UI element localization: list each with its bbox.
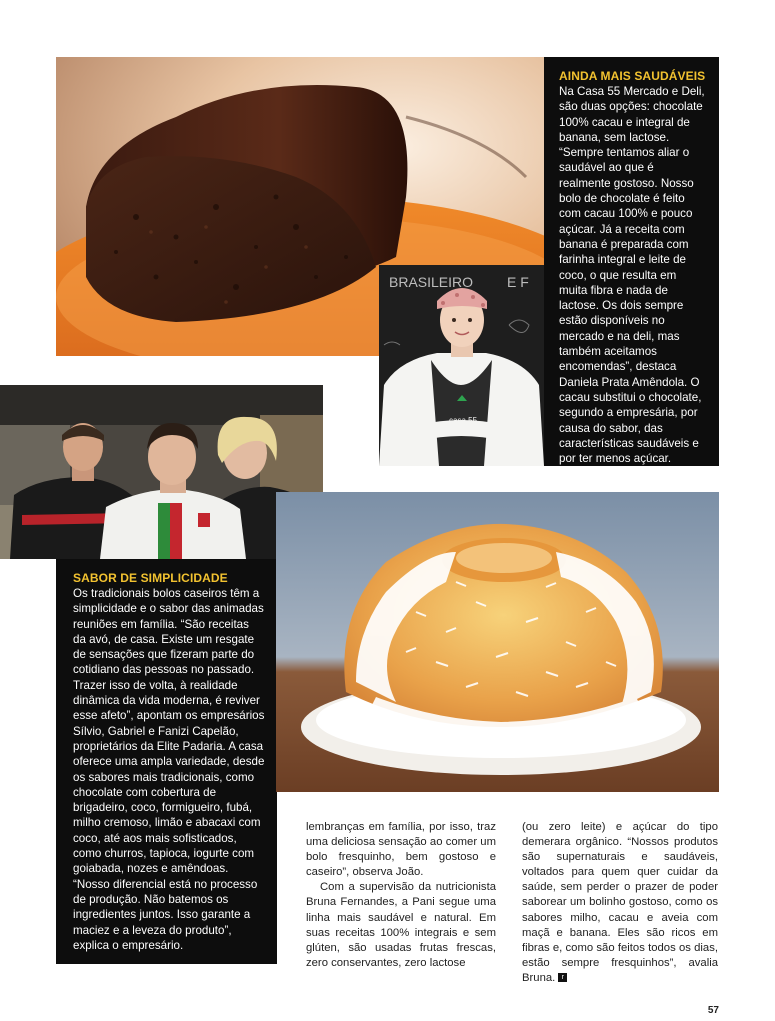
apron-logo-text: casa 55: [449, 416, 478, 425]
chef-portrait-photo: [379, 265, 544, 466]
body-column-1: [306, 820, 496, 971]
coconut-cake-photo: [276, 492, 719, 792]
body-paragraph: (ou zero leite) e açúcar do tipo demerara orgânico. “Nossos produtos são supernaturais e saudáveis, voltados para quem quer cuidar da saúde, sem perder o prazer de poder saborear um bolinho gostoso, como os sabores milho, cacau e aveia com maçã e banana. Eles são ricos em fibras e, como são feitos todos os dias, estão sempre fresquinhos”, avalia Bruna.: [522, 821, 718, 984]
sidebar-text: Na Casa 55 Mercado e Deli, são duas opções: chocolate 100% cacau e integral de banana, sem lactose. “Sempre tentamos aliar o saudável ao que é realmente gostoso. Nosso bolo de chocolate é feito com cacau 100% e pouco açúcar. Já a receita com banana é preparada com farinha integral e leite de coco, o que resulta em muita fibra e nada de lactose. Os dois sempre estão disponíveis no mercado e na deli, mas também aceitamos encomendas”, destaca Daniela Prata Amêndola. O cacau substitui o chocolate, segundo a empresária, por causa do sabor, das características saudáveis e por ter menos açúcar.: [559, 85, 705, 466]
body-column-2: [522, 820, 718, 986]
body-paragraph: lembranças em família, por isso, traz uma deliciosa sensação ao comer um bolo fresquinho, bem gostoso e caseiro”, observa João.: [306, 821, 496, 879]
sidebar-ainda-mais-saudaveis: [544, 57, 719, 466]
page-number: 57: [707, 1005, 719, 1016]
sidebar-sabor-de-simplicidade: [56, 559, 277, 964]
sidebar-title: SABOR DE SIMPLICIDADE: [73, 571, 228, 585]
body-paragraph: Com a supervisão da nutricionista Bruna Fernandes, a Pani segue uma linha mais saudável e natural. Em suas receitas 100% integrais e sem glúten, são usadas frutas frescas, zero conservantes, zero lactose: [306, 881, 496, 969]
chalkboard-text-1: BRASILEIRO: [389, 274, 474, 290]
sidebar-text: Os tradicionais bolos caseiros têm a simplicidade e o sabor das animadas reuniões em família. “São receitas da avó, de casa. Existe um resgate de sensações que fizeram parte do cotidiano das pessoas no passado. Trazer isso de volta, à realidade dinâmica da vida moderna, é reviver esse afeto”, apontam os empresários Sílvio, Gabriel e Fanizi Capelão, proprietários da Elite Padaria. A casa oferece uma ampla variedade, desde os sabores mais tradicionais, como chocolate com cobertura de brigadeiro, coco, formigueiro, fubá, milho cremoso, limão e abacaxi com coco, até aos mais sofisticados, como churros, tapioca, iogurte com goiabada, nozes e amêndoas. “Nosso diferencial está no processo de produção. Não batemos os ingredientes juntos. Isso garante a maciez e a leveza do produto”, explica o empresário.: [73, 587, 265, 952]
sidebar-title: AINDA MAIS SAUDÁVEIS: [559, 69, 706, 83]
family-photo: [0, 385, 323, 559]
chalkboard-text-2: E F: [507, 274, 529, 290]
end-mark-icon: r: [558, 973, 567, 982]
